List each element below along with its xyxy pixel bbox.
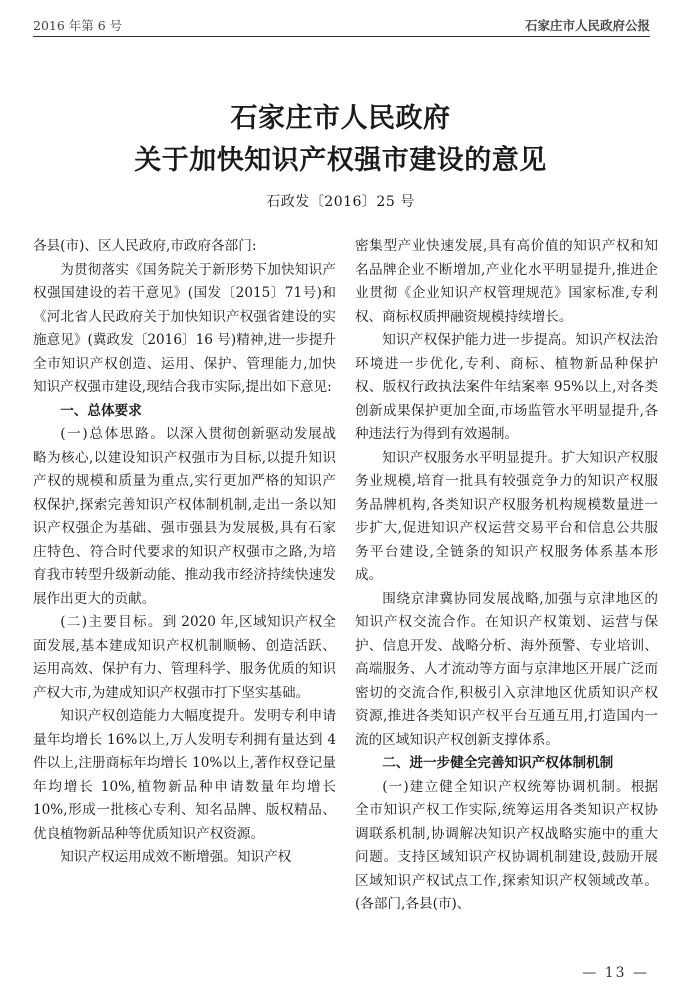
paragraph-text: 各县(市)、区人民政府,市政府各部门: (33, 238, 257, 254)
paragraph (33, 235, 336, 259)
paragraph (355, 329, 658, 447)
page-number-value: 13 (604, 965, 627, 981)
paragraph-text: 以深入贯彻创新驱动发展战略为核心,以建设知识产权强市为目标,以提升知识产权的规模和质量为重点,实行更加严格的知识产权保护,探索完善知识产权体制机制,走出一条以知识产权强企为基础、强市强县为发展极,具有石家庄特色、符合时代要求的知识产权强市之路,为培育我市转型升级新动能、推动我市经济持续快速发展作出更大的贡献。 (33, 426, 337, 607)
paragraph (33, 705, 336, 846)
paragraph-lead: (一)建立健全知识产权统筹协调机制。 (382, 778, 631, 795)
section-heading (355, 752, 658, 776)
paragraph (33, 423, 336, 611)
paragraph-text: 密集型产业快速发展,具有高价值的知识产权和知名品牌企业不断增加,产业化水平明显提升,推进企业贯彻《企业知识产权管理规范》国家标准,专利权、商标权质押融资规模持续增长。 (355, 238, 658, 325)
paragraph-text: 围绕京津冀协同发展战略,加强与京津地区的知识产权交流合作。在知识产权策划、运营与保护、信息开发、战略分析、海外预警、专业培训、高端服务、人才流动等方面与京津地区开展广泛而密切的交流合作,积极引入京津地区优质知识产权资源,推进各类知识产权平台互通互用,打造国内一流的区域知识产权创新支撑体系。 (355, 590, 658, 748)
paragraph (33, 846, 336, 870)
title-line-1: 石家庄市人民政府 (230, 103, 451, 134)
paragraph-lead: (二)主要目标。 (60, 614, 163, 630)
paragraph-lead: (一)总体思路。 (60, 426, 166, 442)
paragraph (33, 611, 336, 705)
paragraph (33, 259, 336, 400)
document-title (0, 98, 681, 182)
paragraph-text: 知识产权创造能力大幅度提升。发明专利申请量年均增长 16%以上,万人发明专利拥有量达到 4 件以上,注册商标年均增长 10%以上,著作权登记量年均增长 10%,植物新品种申请数量年均增长 10%,形成一批核心专利、知名品牌、版权精品、优良植物新品种等优质知识产权资源。 (33, 708, 336, 842)
paragraph (355, 235, 658, 329)
right-column (355, 235, 658, 917)
section-heading (33, 400, 336, 424)
document-number: 石政发〔2016〕25 号 (266, 194, 415, 210)
paragraph (355, 588, 658, 753)
paragraph-text: 一、总体要求 (60, 402, 142, 419)
left-column (33, 235, 336, 870)
paragraph-text: 为贯彻落实《国务院关于新形势下加快知识产权强国建设的若干意见》(国发〔2015〕71号)和《河北省人民政府关于加快知识产权强省建设的实施意见》(冀政发〔2016〕16 号)精神,进一步提升全市知识产权创造、运用、保护、管理能力,加快知识产权强市建设,现结合我市实际,提出如下意见: (33, 261, 336, 395)
title-line-2: 关于加快知识产权强市建设的意见 (134, 145, 547, 176)
paragraph-text: 二、进一步健全完善知识产权体制机制 (382, 755, 614, 771)
paragraph-text: 根据全市知识产权工作实际,统筹运用各类知识产权协调联系机制,协调解决知识产权战略实施中的重大问题。支持区域知识产权协调机制建设,鼓励开展区域知识产权试点工作,探索知识产权领域改革。(各部门,各县(市)、 (355, 778, 659, 912)
issue-label: 2016 年第 6 号 (33, 18, 123, 33)
paragraph-text: 知识产权运用成效不断增强。知识产权 (60, 849, 292, 865)
paragraph (355, 447, 658, 588)
paragraph-text: 知识产权服务水平明显提升。扩大知识产权服务业规模,培育一批具有较强竞争力的知识产权服务品牌机构,各类知识产权服务机构规模数量进一步扩大,促进知识产权运营交易平台和信息公共服务平台建设,全链条的知识产权服务体系基本形成。 (355, 449, 658, 583)
page-number: — 13 — (582, 965, 649, 981)
page-header (33, 12, 650, 37)
paragraph-text: 到 2020 年,区域知识产权全面发展,基本建成知识产权机制顺畅、创造活跃、运用高效、保护有力、管理科学、服务优质的知识产权大市,为建成知识产权强市打下坚实基础。 (33, 614, 337, 701)
paragraph (355, 776, 658, 917)
journal-name: 石家庄市人民政府公报 (524, 18, 650, 33)
paragraph-text: 知识产权保护能力进一步提高。知识产权法治环境进一步优化,专利、商标、植物新品种保护权、版权行政执法案件年结案率 95%以上,对各类创新成果保护更加全面,市场监管水平明显提升,各种违法行为得到有效遏制。 (355, 332, 658, 442)
